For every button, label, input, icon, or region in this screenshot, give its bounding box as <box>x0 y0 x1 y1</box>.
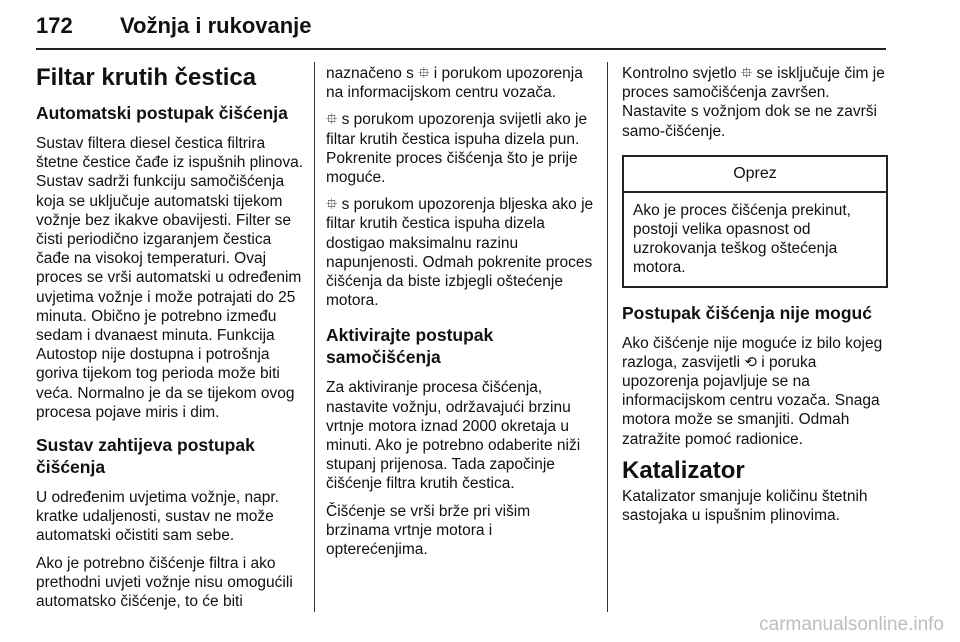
column-1 <box>36 64 306 619</box>
text-control-light: Kontrolno svjetlo <box>622 65 737 82</box>
watermark: carmanualsonline.info <box>759 614 944 635</box>
text-filter-max: s porukom upozorenja bljeska ako je filtar krutih čestica ispuha dizela dostigao maksimalnu razinu napunjenosti. Odmah pokrenite proces čišćenja da biste izbjegli oštećenje motora. <box>326 196 594 310</box>
text-light-off: se isključuje čim je proces samočišćenja završen. Nastavite s vožnjom dok se ne završi samo-čišćenje. <box>622 65 885 140</box>
column-divider-1 <box>314 62 315 612</box>
text-indicated: naznačeno s <box>326 65 414 82</box>
header-rule <box>36 48 886 50</box>
text-warning-message: i porukom upozorenja na informacijskom centru vozača. <box>326 65 583 102</box>
caution-body: Ako je proces čišćenja prekinut, postoji velika opasnost od uzrokovanja teškog oštećenja motora. <box>633 201 851 277</box>
particle-filter-icon: ⯐ <box>418 65 430 82</box>
paragraph-indicated-with <box>326 64 594 102</box>
paragraph-not-possible <box>622 334 888 449</box>
heading-cleaning-required: Sustav zahtijeva postupak čišćenja <box>36 435 255 478</box>
paragraph-faster-cleaning: Čišćenje se vrši brže pri višim brzinama vrtnje motora i opterećenjima. <box>326 502 531 559</box>
page-number: 172 <box>36 13 73 38</box>
page-header <box>36 6 886 46</box>
caution-box <box>622 155 888 288</box>
paragraph-activate-process: Za aktiviranje procesa čišćenja, nastavite vožnju, održavajući brzinu vrtnje motora iznad 2000 okretaja u minuti. Ako je potrebno odaberite niži stupanj prijenosa. Tada započinje čišćenje filtra krutih čestica. <box>326 379 581 493</box>
caution-title: Oprez <box>624 157 886 193</box>
paragraph-driving-conditions: U određenim uvjetima vožnje, napr. kratke udaljenosti, sustav ne može automatski očistiti sam sebe. <box>36 489 279 545</box>
heading-cleaning-not-possible: Postupak čišćenja nije moguć <box>622 302 872 323</box>
column-2 <box>326 64 594 567</box>
engine-warning-icon: ⟲ <box>744 353 757 371</box>
section-title-filter: Filtar krutih čestica <box>36 64 257 91</box>
chapter-title: Vožnja i rukovanje <box>120 13 312 38</box>
heading-activate-cleaning: Aktivirajte postupak samočišćenja <box>326 325 494 368</box>
text-workshop: i poruka upozorenja pojavljuje se na informacijskom centru vozača. Snaga motora može se smanjiti. Odmah zatražite pomoć radionice. <box>622 353 880 448</box>
column-3 <box>622 64 888 533</box>
paragraph-filter-description: Sustav filtera diesel čestica filtrira štetne čestice čađe iz ispušnih plinova. Sustav sadrži funkciju samočišćenja koja se uključuje automatski tijekom vožnje bez ikakve obavijesti. Filter se čisti periodično izgaranjem čestica čađe na visokoj temperaturi. Ovaj proces se vrši automatski u određenim uvjetima vožnje i može potrajati do 25 minuta. Obično je potrebno između sedam i dvanaest minuta. Funkcija Autostop nije dostupna i potrošnja goriva tijekom tog perioda može biti veća. Normalno je da se tijekom ovog procesa pojave miris i dim. <box>36 135 304 421</box>
particle-filter-icon: ⯐ <box>326 196 338 214</box>
paragraph-filter-full <box>326 110 594 187</box>
paragraph-indication: Ako je potrebno čišćenje filtra i ako prethodni uvjeti vožnje nisu omogućili automatsko čišćenje, to će biti <box>36 554 293 611</box>
paragraph-filter-max <box>326 195 594 310</box>
paragraph-catalyst: Katalizator smanjuje količinu štetnih sastojaka u ispušnim plinovima. <box>622 487 868 525</box>
paragraph-control-light <box>622 64 888 141</box>
heading-automatic-cleaning: Automatski postupak čišćenja <box>36 103 288 123</box>
particle-filter-icon: ⯐ <box>740 65 753 82</box>
text-not-possible: Ako čišćenje nije moguće iz bilo kojeg razloga, zasvijetli <box>622 334 883 371</box>
column-divider-2 <box>607 62 608 612</box>
particle-filter-icon: ⯐ <box>326 111 338 129</box>
section-title-catalyst: Katalizator <box>622 456 745 484</box>
text-filter-full: s porukom upozorenja svijetli ako je filtar krutih čestica ispuha dizela pun. Pokrenite proces čišćenja što je prije moguće. <box>326 111 588 187</box>
